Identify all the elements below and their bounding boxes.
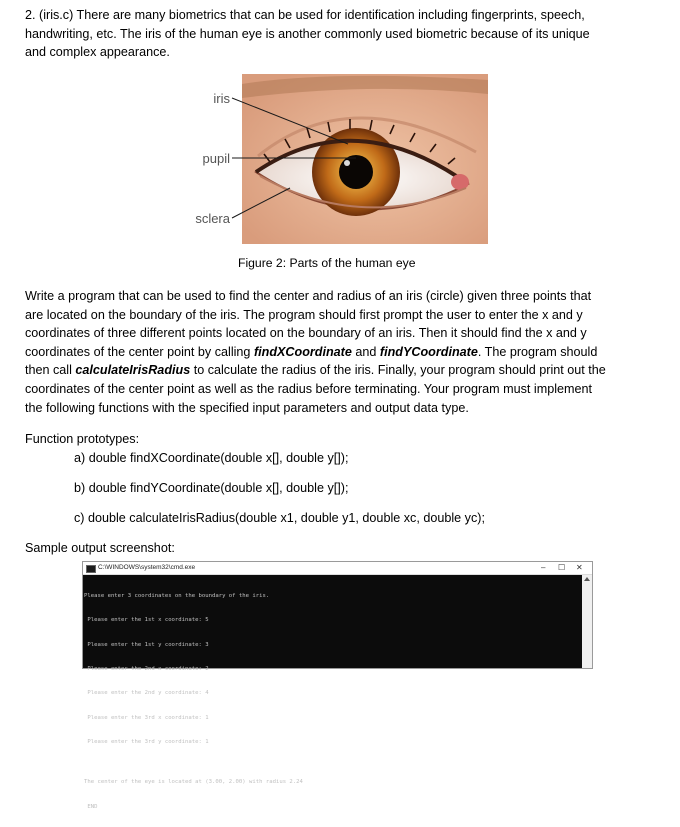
close-button[interactable]: ✕ <box>576 563 583 572</box>
instr-line-3: coordinates of three different points located on the boundary of an iris. Then it should find the x and y <box>25 326 587 341</box>
console-scrollbar[interactable] <box>582 575 592 668</box>
sclera-label: sclera <box>195 211 230 226</box>
console-line: Please enter the 2nd x coordinate: 2 <box>84 666 209 673</box>
prototype-b: b) double findYCoordinate(double x[], double y[]); <box>74 481 349 495</box>
console-titlebar <box>83 562 592 575</box>
scroll-up-icon[interactable] <box>584 577 590 581</box>
instr-line-4c: and <box>351 344 380 359</box>
console-line: Please enter the 3rd x coordinate: 1 <box>84 714 209 721</box>
pupil-label: pupil <box>202 151 230 166</box>
instr-line-5c: to calculate the radius of the iris. Finally, your program should print out the <box>190 363 606 378</box>
instr-line-7: the following functions with the specified input parameters and output data type. <box>25 400 469 415</box>
cmd-icon <box>86 565 96 573</box>
iris-label: iris <box>213 91 230 106</box>
console-line: Please enter the 1st y coordinate: 3 <box>84 641 209 648</box>
eye-figure <box>180 72 490 248</box>
instr-line-6: coordinates of the center point as well as the radius before terminating. Your program must implement <box>25 381 593 396</box>
intro-line-1: 2. (iris.c) There are many biometrics that can be used for identification including fingerprints, speech, <box>25 8 585 22</box>
console-line: END <box>84 803 98 810</box>
console-window <box>82 561 593 810</box>
instr-line-4e: . The program should <box>477 344 598 359</box>
console-line: Please enter the 2nd y coordinate: 4 <box>84 690 209 697</box>
console-line: The center of the eye is located at (3.00, 2.00) with radius 2.24 <box>84 779 303 786</box>
console-output <box>84 576 580 810</box>
function-name-findy: findYCoordinate <box>379 344 478 359</box>
instr-line-2: are located on the boundary of the iris. The program should first prompt the user to enter the x and y <box>25 307 583 322</box>
intro-line-2: handwriting, etc. The iris of the human eye is another commonly used biometric because of its unique <box>25 26 590 41</box>
eye-illustration <box>180 72 490 248</box>
prototype-a: a) double findXCoordinate(double x[], double y[]); <box>74 451 349 465</box>
function-name-findx: findXCoordinate <box>253 344 352 359</box>
console-line: Please enter 3 coordinates on the boundary of the iris. <box>84 593 270 600</box>
instr-line-5a: then call <box>25 363 76 378</box>
sample-output-label: Sample output screenshot: <box>25 541 175 555</box>
maximize-button[interactable]: ☐ <box>558 563 566 572</box>
prototypes-heading: Function prototypes: <box>25 432 140 446</box>
console-line: Please enter the 1st x coordinate: 5 <box>84 617 209 624</box>
instr-line-1: Write a program that can be used to find the center and radius of an iris (circle) given three points that <box>25 289 592 303</box>
console-title: C:\WINDOWS\system32\cmd.exe <box>98 564 196 571</box>
function-name-radius: calculateIrisRadius <box>75 363 191 378</box>
question-intro <box>25 6 660 62</box>
instr-line-4a: coordinates of the center point by calling <box>25 344 254 359</box>
minimize-button[interactable]: – <box>541 563 546 572</box>
intro-line-3: and complex appearance. <box>25 45 170 60</box>
console-line: Please enter the 3rd y coordinate: 1 <box>84 738 209 745</box>
pupil <box>339 155 373 189</box>
instructions <box>25 287 660 417</box>
prototype-c: c) double calculateIrisRadius(double x1, double y1, double xc, double yc); <box>74 511 485 525</box>
figure-caption: Figure 2: Parts of the human eye <box>238 256 416 270</box>
